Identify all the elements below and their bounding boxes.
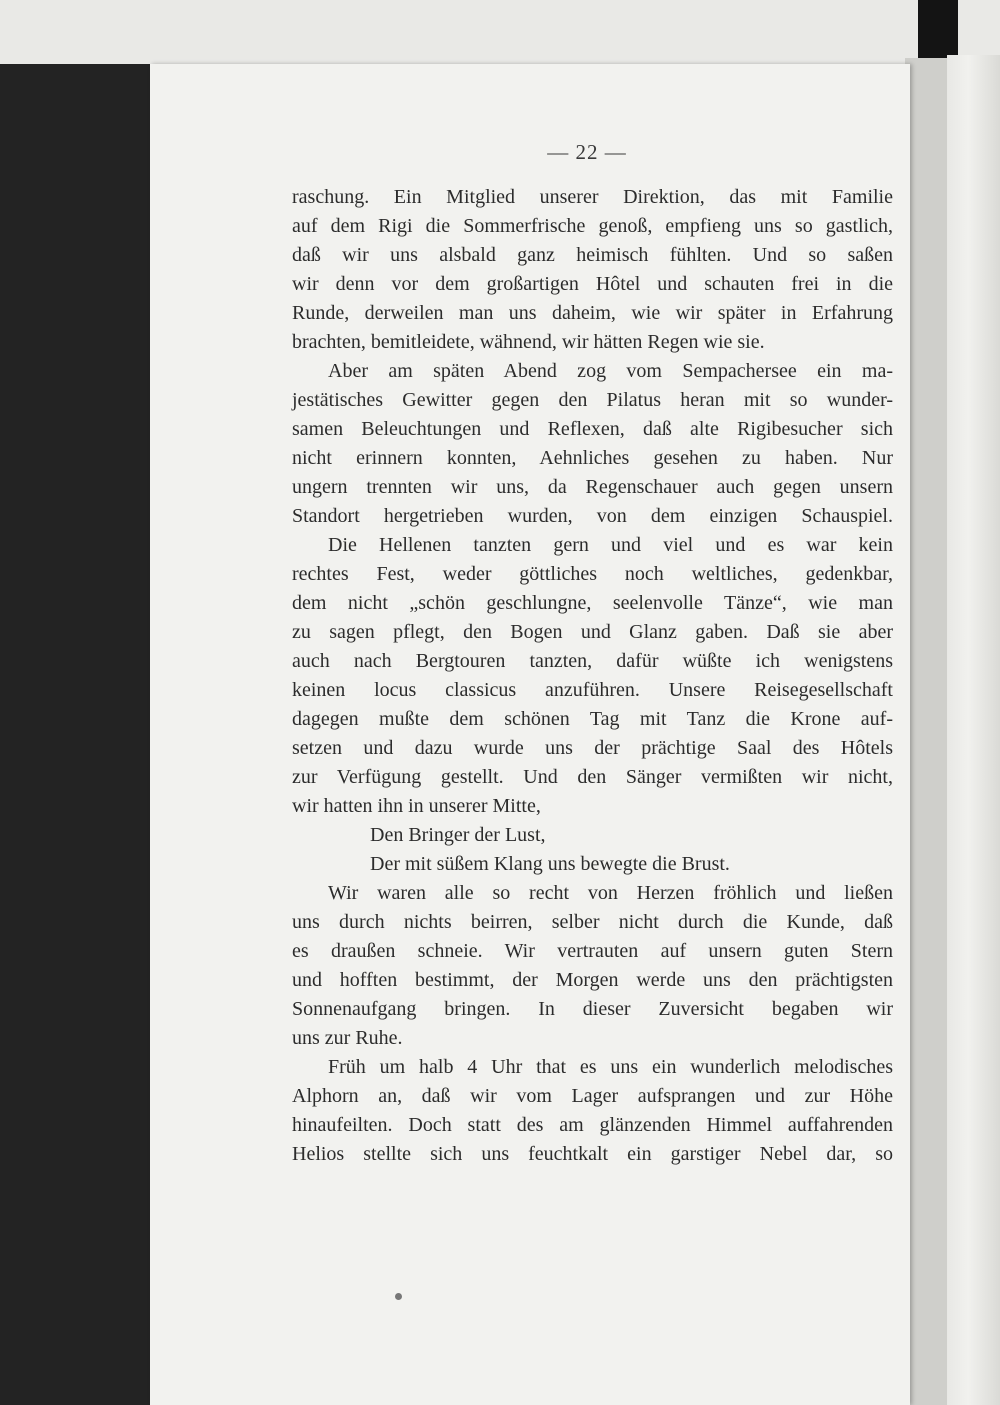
text-line: setzen und dazu wurde uns der prächtige Saal des Hôtels (292, 737, 893, 759)
text-line: dem nicht „schön geschlungne, seelenvolle Tänze“, wie man (292, 592, 893, 614)
text-line: und hofften bestimmt, der Morgen werde uns den prächtigsten (292, 969, 893, 991)
text-line: ungern trennten wir uns, da Regenschauer auch gegen unsern (292, 476, 893, 498)
body-text (292, 183, 893, 1169)
text-line: uns durch nichts beirren, selber nicht durch die Kunde, daß (292, 911, 893, 933)
text-line: Sonnenaufgang bringen. In dieser Zuversicht begaben wir (292, 998, 893, 1020)
text-line: dagegen mußte dem schönen Tag mit Tanz die Krone auf- (292, 708, 893, 730)
text-line: samen Beleuchtungen und Reflexen, daß alte Rigibesucher sich (292, 418, 893, 440)
text-line: wir hatten ihn in unserer Mitte, (292, 795, 541, 817)
paper-speck (395, 1293, 402, 1300)
scanner-background-left (0, 64, 150, 1405)
text-line: keinen locus classicus anzuführen. Unsere Reisegesellschaft (292, 679, 893, 701)
text-line: raschung. Ein Mitglied unserer Direktion, das mit Familie (292, 186, 893, 208)
verse-line: Den Bringer der Lust, (370, 824, 546, 846)
text-line: wir denn vor dem großartigen Hôtel und schauten frei in die (292, 273, 893, 295)
text-line: auf dem Rigi die Sommerfrische genoß, empfieng uns so gastlich, (292, 215, 893, 237)
text-line: hinaufeilten. Doch statt des am glänzenden Himmel auffahrenden (292, 1114, 893, 1136)
text-line: es draußen schneie. Wir vertrauten auf unsern guten Stern (292, 940, 893, 962)
text-line: Standort hergetrieben wurden, von dem einzigen Schauspiel. (292, 505, 893, 527)
text-line: uns zur Ruhe. (292, 1027, 403, 1049)
text-line: auch nach Bergtouren tanzten, dafür wüßte ich wenigstens (292, 650, 893, 672)
text-line: Alphorn an, daß wir vom Lager aufsprangen und zur Höhe (292, 1085, 893, 1107)
text-line: Die Hellenen tanzten gern und viel und es war kein (328, 534, 893, 556)
facing-page-edge (947, 55, 1000, 1405)
text-line: Wir waren alle so recht von Herzen fröhlich und ließen (328, 882, 893, 904)
text-line: jestätisches Gewitter gegen den Pilatus heran mit so wunder- (292, 389, 893, 411)
text-line: Aber am späten Abend zog vom Sempachersee ein ma- (328, 360, 893, 382)
text-line: zu sagen pflegt, den Bogen und Glanz gaben. Daß sie aber (292, 621, 893, 643)
text-line: daß wir uns alsbald ganz heimisch fühlten. Und so saßen (292, 244, 893, 266)
scanner-background-top (0, 0, 1000, 64)
text-line: Helios stellte sich uns feuchtkalt ein garstiger Nebel dar, so (292, 1143, 893, 1165)
text-line: zur Verfügung gestellt. Und den Sänger vermißten wir nicht, (292, 766, 893, 788)
text-line: nicht erinnern konnten, Aehnliches gesehen zu haben. Nur (292, 447, 893, 469)
text-line: brachten, bemitleidete, wähnend, wir hätten Regen wie sie. (292, 331, 765, 353)
text-line: Runde, derweilen man uns daheim, wie wir später in Erfahrung (292, 302, 893, 324)
page-number: — 22 — (547, 140, 627, 164)
scanner-edge-dark (918, 0, 958, 58)
text-line: rechtes Fest, weder göttliches noch weltliches, gedenkbar, (292, 563, 893, 585)
verse-line: Der mit süßem Klang uns bewegte die Brust. (370, 853, 730, 875)
text-line: Früh um halb 4 Uhr that es uns ein wunderlich melodisches (328, 1056, 893, 1078)
